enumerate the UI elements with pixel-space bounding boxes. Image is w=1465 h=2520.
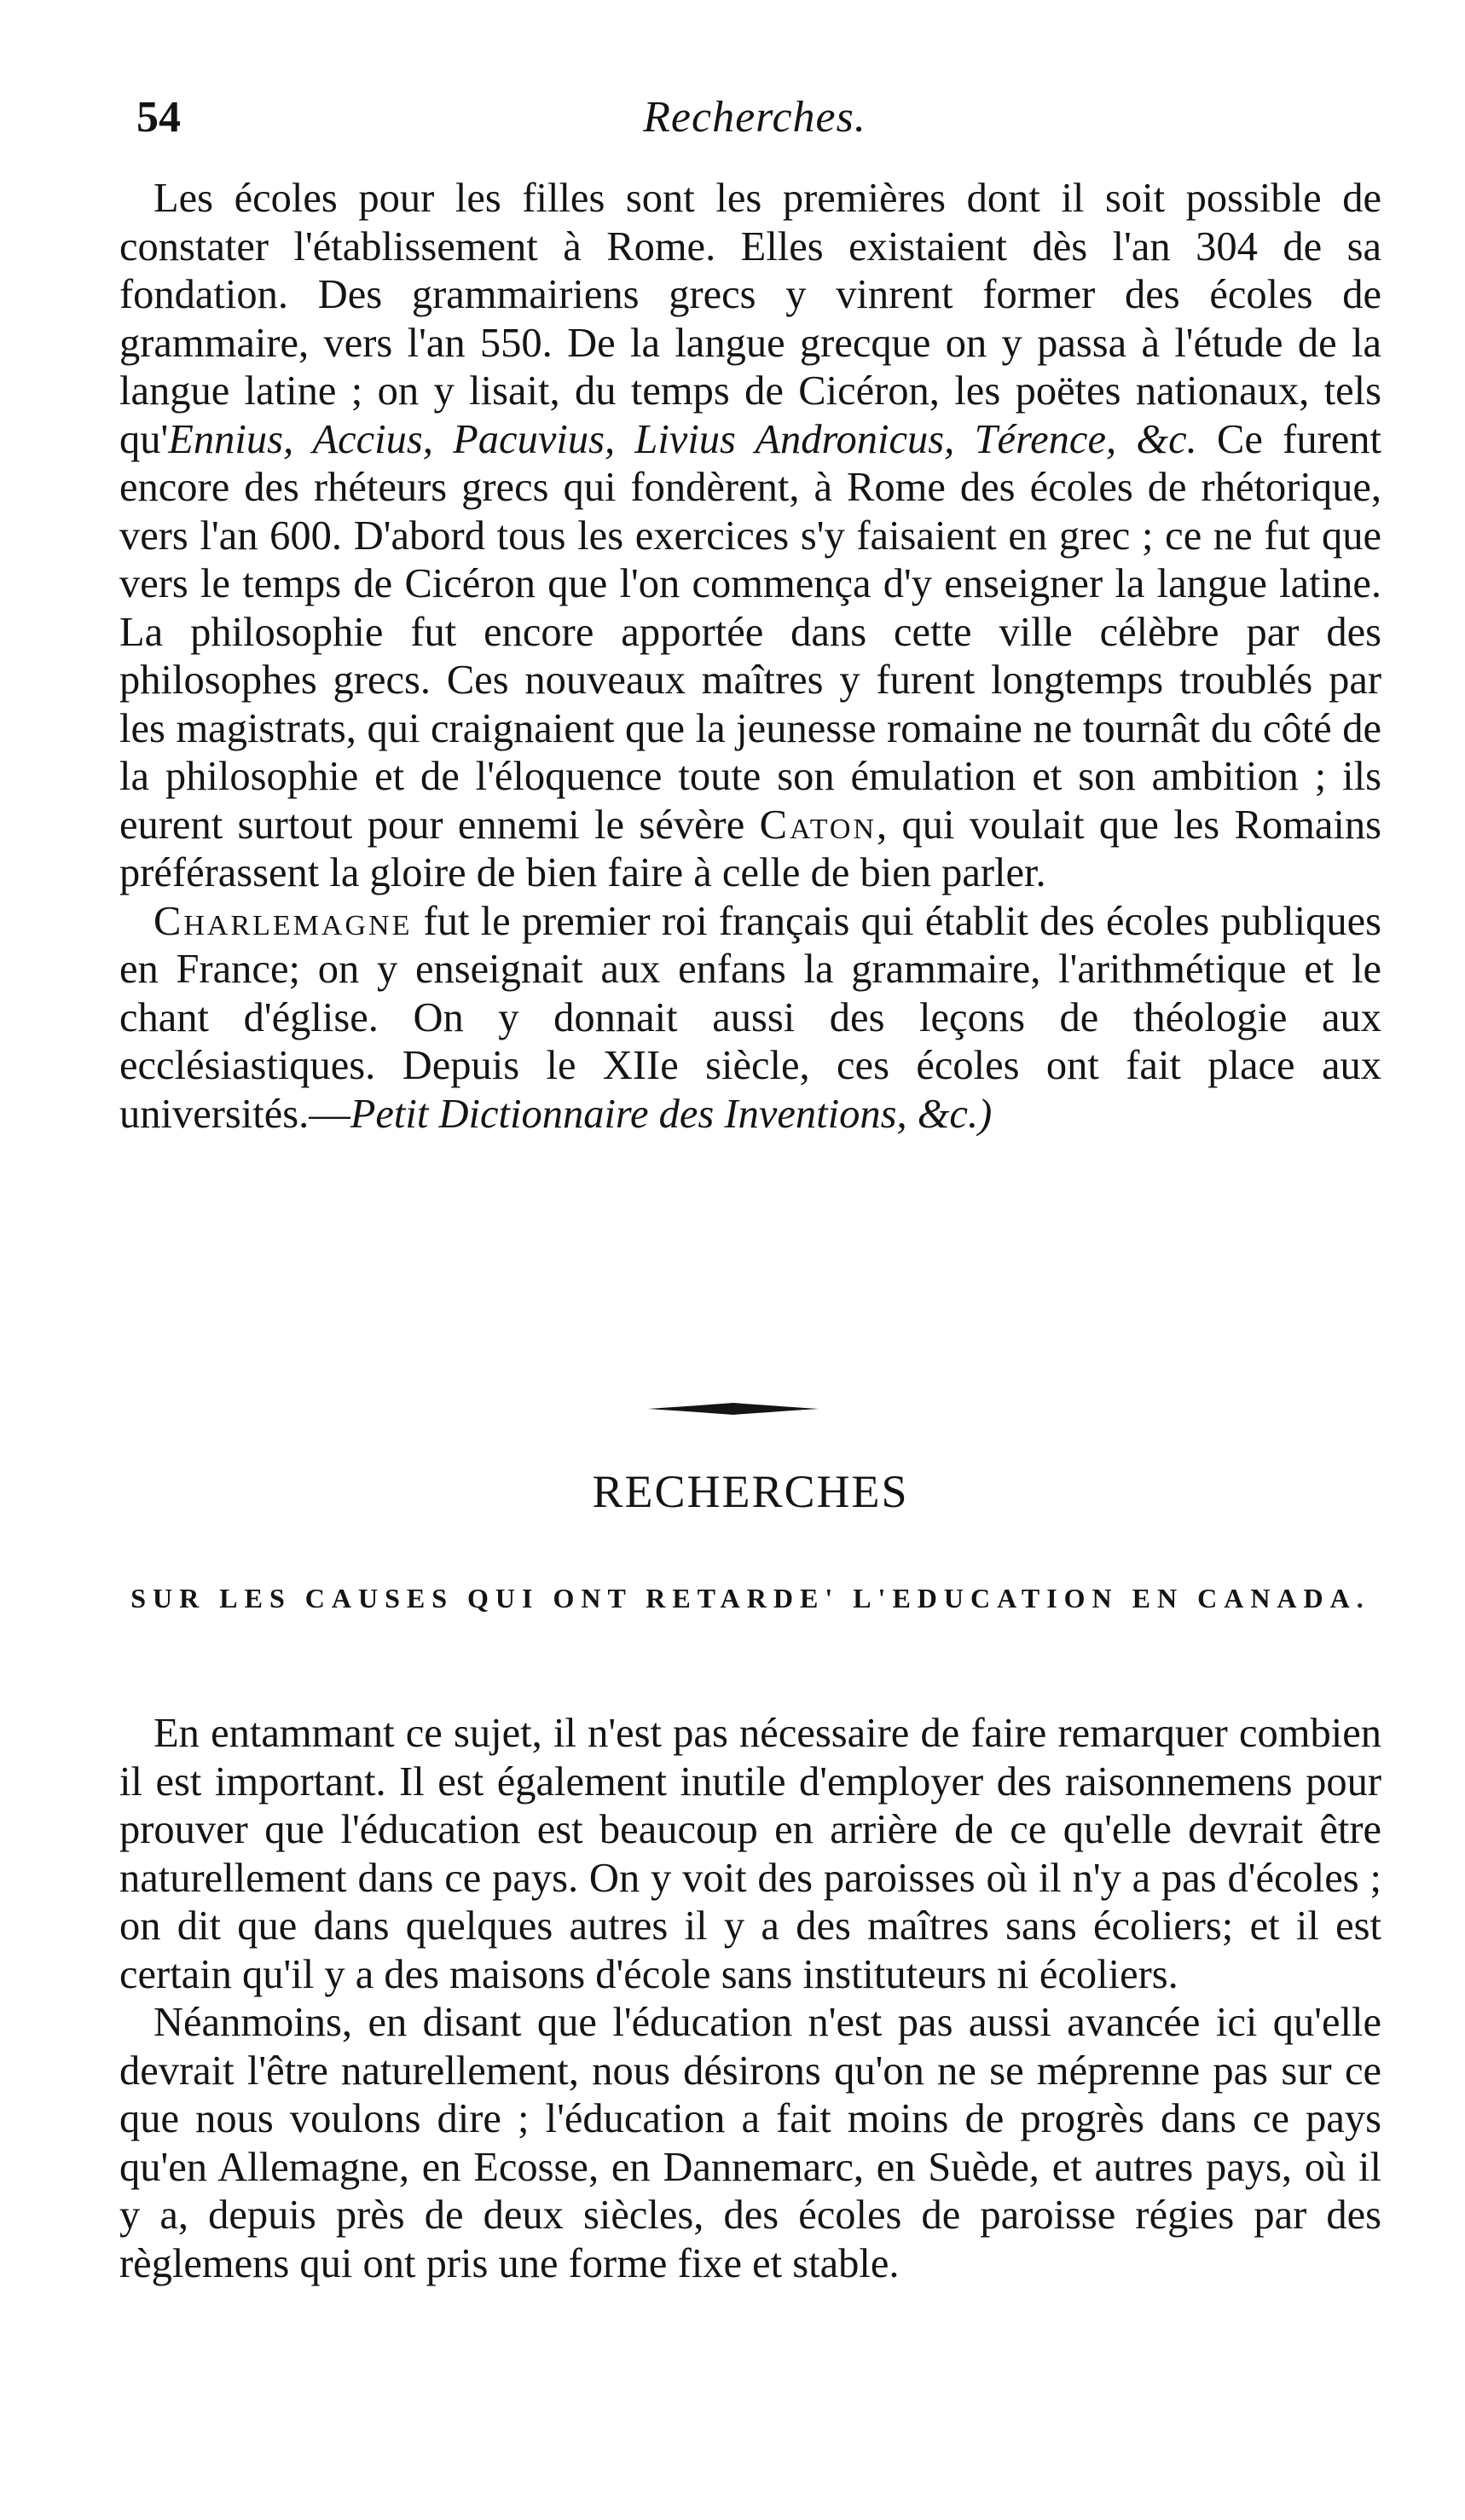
paragraph-text: fut le premier roi français qui établit des écoles publiques en France; on y enseignait aux enfans la grammaire, l'arithmétique et le chant d'église. On y donnait aussi des leçons de théologie aux ecclésiastiques. Depuis le XIIe siècle, ces écoles ont fait place aux universités.— — [119, 898, 1381, 1137]
paragraph-education-intro: En entammant ce sujet, il n'est pas nécessaire de faire remarquer combien il est important. Il est également inutile d'employer des raisonnemens pour prouver que l'éducation est beaucoup en arrière de ce qu'elle devrait être naturellement dans ce pays. On y voit des paroisses où il n'y a pas d'écoles ; on dit que dans quelques autres il y a des maîtres sans écoliers; et il est certain qu'il y a des maisons d'école sans instituteurs ni écoliers. — [119, 1711, 1381, 1997]
paragraph-text: Ce furent encore des rhéteurs grecs qui fondèrent, à Rome des écoles de rhétorique, vers l'an 600. D'abord tous les exercices s'y faisaient en grec ; ce ne fut que vers le temps de Cicéron que l'on commença d'y enseigner la langue latine. La philosophie fut encore apportée dans cette ville célèbre par des philosophes grecs. Ces nouveaux maîtres y furent longtemps troublés par les magistrats, qui craignaient que la jeunesse romaine ne tournât du côté de la philosophie et de l'éloquence toute son émulation et son ambition ; ils eurent surtout pour ennemi le sévère — [119, 416, 1381, 848]
paragraph-roman-schools — [119, 175, 1381, 898]
paragraph-education-comparison: Néanmoins, en disant que l'éducation n'est pas aussi avancée ici qu'elle devrait l'être naturellement, nous désirons qu'on ne se méprenne pas sur ce que nous voulons dire ; l'éducation a fait moins de progrès dans ce pays qu'en Allemagne, en Ecosse, en Dannemarc, en Suède, et autres pays, où il y a, depuis près de deux siècles, des écoles de paroisse régies par des règlemens qui ont pris une forme fixe et stable. — [119, 2000, 1381, 2286]
article-continuation — [119, 175, 1381, 1138]
italic-author-names: Ennius, Accius, Pacuvius, Livius Andronicus, Térence, &c. — [168, 416, 1197, 462]
paragraph-text: , qui voulait que les Romains préférassent la gloire de bien faire à celle de bien parler. — [119, 802, 1381, 895]
italic-source-citation: Petit Dictionnaire des Inventions, &c.) — [350, 1091, 993, 1137]
article-body — [119, 1710, 1381, 2288]
smallcaps-name-charlemagne: Charlemagne — [153, 898, 413, 944]
section-divider-ornament — [648, 1402, 819, 1416]
paragraph-text: Les écoles pour les filles sont les premières dont il soit possible de constater l'établissement à Rome. Elles existaient dès l'an 304 de sa fondation. Des grammairiens grecs y vinrent former des écoles de grammaire, vers l'an 550. De la langue grecque on y passa à l'étude de la langue latine ; on y lisait, du temps de Cicéron, les poëtes nationaux, tels qu' — [119, 176, 1381, 462]
page-number: 54 — [136, 93, 181, 142]
running-head — [136, 92, 1373, 143]
running-title: Recherches. — [643, 93, 866, 142]
paragraph-charlemagne — [119, 898, 1381, 1139]
smallcaps-name-caton: Caton — [759, 802, 877, 848]
section-subtitle: SUR LES CAUSES QUI ONT RETARDE' L'EDUCATION EN CANADA. — [130, 1583, 1370, 1613]
section-title: RECHERCHES — [592, 1466, 909, 1517]
